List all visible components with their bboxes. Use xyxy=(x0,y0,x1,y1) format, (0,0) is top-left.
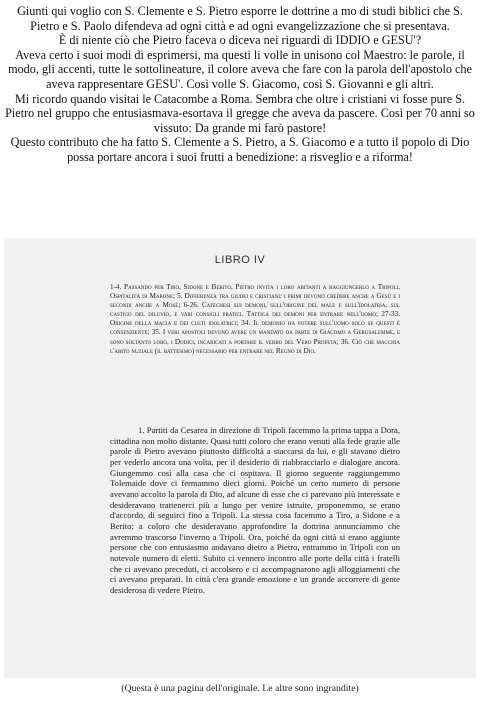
intro-paragraph-2: È di niente ciò che Pietro faceva o diceva nei riguardi di IDDIO e GESU'? xyxy=(58,33,422,48)
chapter-body: 1. Partiti da Cesarea in direzione di Tripoli facemmo la prima tappa a Dora, cittadina non molto distante. Quasi tutti coloro che erano venuti alla fede grazie alle parole di Pietro avevano piuttosto difficoltà a staccarsi da lui, e gli stavano dietro per vederlo ancora una volta, per il desiderio di riabbracciarlo e dialogare ancora. Giungemmo così alla casa che ci ospitava. Il giorno seguente raggiungemmo Tolemaide dove ci fermammo dieci giorni. Poiché un certo numero di persone avevano accolto la parola di Dio, ad alcune di esse che ci parevano più interessate e desideravano trattenerci più a lungo per venire istruite, proponemmo, se erano d'accordo, di seguirci fino a Tripoli. La stessa cosa facemmo a Tiro, a Sidone e a Berito: a coloro che desideravano approfondire la dottrina annunciammo che avremmo trascorso l'inverno a Tripoli. Ora, poiché da ogni città si erano aggiunte persone che con entusiasmo andavano dietro a Pietro, entrammo in Tripoli con un notevole numero di eletti. Subito ci vennero incontro alle porte della città i fratelli che ci avevano preceduti, ci accolsero e ci accompagnarono agli alloggiamenti che ci avevano preparati. In città c'era grande emozione e un grande accorrere di gente desiderosa di vedere Pietro. xyxy=(110,425,400,595)
page-caption: (Questa è una pagina dell'originale. Le altre sono ingrandite) xyxy=(121,683,359,694)
intro-paragraph-4: Mi ricordo quando visitai le Catacombe a Roma. Sembra che oltre i cristiani vi fosse pure S. Pietro nel gruppo che entusiasmava-esortava il gregge che aveva da pascere. Così per 70 anni so vissuto: Da grande mi farò pastore! xyxy=(5,91,475,135)
intro-paragraph-3: Aveva certo i suoi modi di esprimersi, ma questi li volle in unisono col Maestro: le parole, il modo, gli accenti, tutte le sottolineature, il colore aveva che fare con la parola dell'apostolo che aveva rappresentare GESU'. Così volle S. Giacomo, così S. Giovanni e gli altri. xyxy=(8,47,472,91)
book-title: LIBRO IV xyxy=(214,254,266,266)
scanned-page xyxy=(4,238,476,678)
chapter-summary: 1-4. Passando per Tiro, Sidone e Berito, Pietro invita i loro abitanti a raggiungerlo a Tripoli. Ospitalità di Marone; 5. Differenza tra giudei e cristiani: i primi devono credere anche a Gesù e i secondi anche a Mosè; 6-26. Catechesi sui demoni, sull'origine del male e sull'idolatria, sul castigo del diluvio, e vari consigli pratici. Tattica dei demoni per entrare nell'uomo; 27-33. Origine della magia e dei culti idolatrici; 34. Il demonio ha potere sull'uomo solo se questi è consenziente; 35. I veri apostoli devono avere un mandato da parte di Giacomo a Gerusalemme, e sono soltanto loro, i Dodici, incaricati a portare il verbo del Vero Profeta; 36. Ciò che macchia l'abito nuziale (il battesimo) necessario per entrare nel Regno di Dio. xyxy=(110,283,400,355)
intro-paragraph-1: Giunti qui voglio con S. Clemente e S. Pietro esporre le dottrine a mo di studi biblici che S. Pietro e S. Paolo difendeva ad ogni città e ad ogni evangelizzazione che si presentava. xyxy=(17,4,463,33)
intro-paragraph-5: Questo contributo che ha fatto S. Clemente a S. Pietro, a S. Giacomo e a tutto il popolo di Dio possa portare ancora i suoi frutti a benedizione: a risveglio e a riforma! xyxy=(10,135,470,164)
intro-text xyxy=(4,4,476,165)
